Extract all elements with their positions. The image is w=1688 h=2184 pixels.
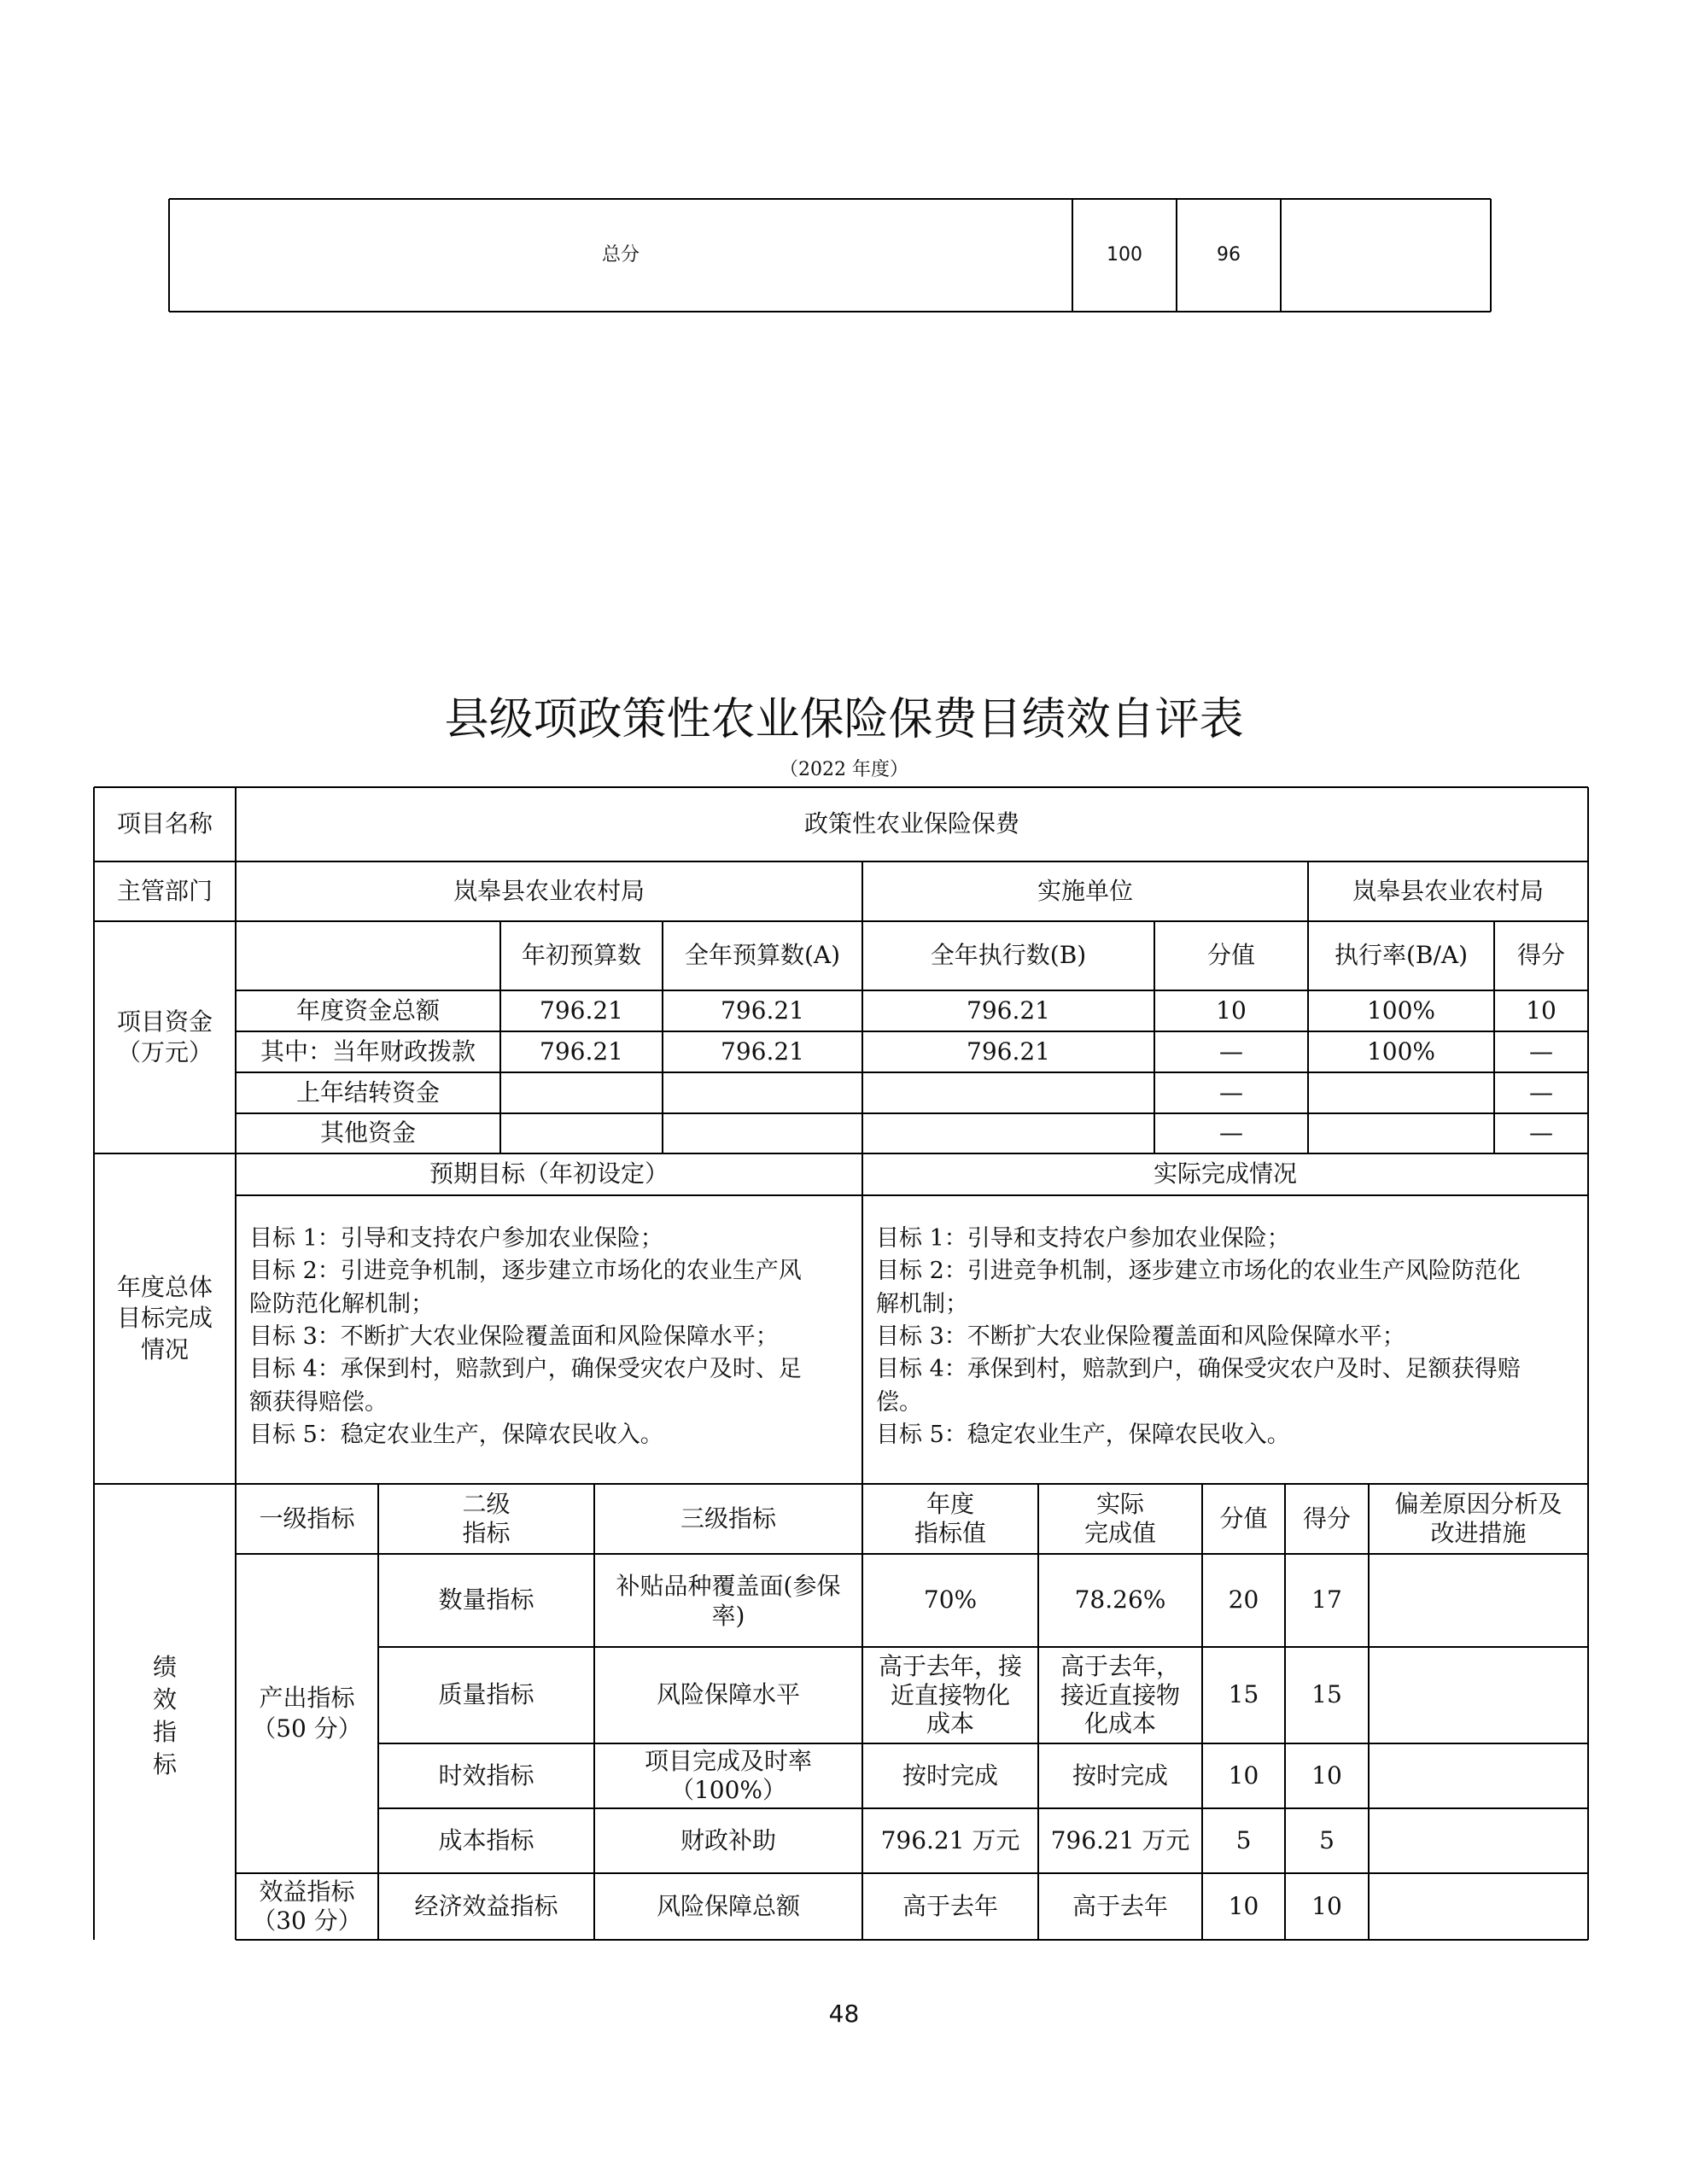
target-value: 70% [923,1585,978,1615]
funds-row-name: 年度资金总额 [295,996,440,1025]
full-score: 10 [1228,1761,1259,1790]
funds-cell: 10 [1216,996,1247,1025]
funds-header: 得分 [1516,941,1565,970]
dept-value: 岚皋县农业农村局 [453,876,645,905]
funds-cell: — [1529,1077,1553,1107]
total-score: 96 [1217,243,1241,266]
goal-line: 目标 3：不断扩大农业保险覆盖面和风险保障水平； [876,1323,1405,1350]
actual-value: 796.21 万元 [1050,1825,1190,1854]
funds-cell: — [1529,1118,1553,1147]
goal-line: 目标 1：引导和支持农户参加农业保险； [249,1225,663,1252]
output-indicator-label: 产出指标 （50 分） [252,1683,362,1743]
goal-line: 偿。 [876,1388,922,1416]
project-name-label: 项目名称 [116,809,213,838]
goal-line: 目标 3：不断扩大农业保险覆盖面和风险保障水平； [249,1323,779,1350]
target-value: 高于去年 [902,1891,998,1920]
funds-cell: — [1219,1118,1243,1147]
expected-goals-header: 预期目标（年初设定） [429,1159,669,1188]
funds-row-name: 其他资金 [319,1118,416,1147]
level2-indicator: 经济效益指标 [414,1891,558,1920]
indicator-header: 得分 [1302,1504,1351,1533]
indicator-header: 年度 指标值 [914,1490,986,1547]
deviation-note [1369,1554,1588,1647]
full-score: 20 [1228,1585,1259,1615]
funds-cell: 796.21 [540,996,623,1025]
funds-row-name: 上年结转资金 [295,1077,440,1107]
page-title: 县级项政策性农业保险保费目绩效自评表 [444,694,1244,745]
level3-indicator: 补贴品种覆盖面(参保 率) [616,1571,841,1630]
actual-value: 高于去年， 接近直接物 化成本 [1060,1652,1180,1738]
actual-value: 高于去年 [1072,1891,1168,1920]
funds-cell: 796.21 [967,1037,1050,1066]
impl-value: 岚皋县农业农村局 [1352,876,1544,905]
score: 17 [1311,1585,1342,1615]
indicator-header: 三级指标 [680,1504,776,1533]
target-value: 高于去年，接 近直接物化 成本 [878,1652,1022,1738]
level3-indicator: 风险保障水平 [656,1680,800,1709]
level2-indicator: 时效指标 [438,1761,534,1790]
funds-cell [663,1113,862,1153]
level3-indicator: 项目完成及时率 （100%） [644,1747,812,1804]
funds-cell: 796.21 [540,1037,623,1066]
total-full-score: 100 [1107,243,1142,266]
indicator-header: 二级 指标 [462,1490,511,1547]
goals-label: 年度总体 目标完成 情况 [116,1272,213,1364]
actual-goals-header: 实际完成情况 [1153,1159,1297,1188]
goal-line: 解机制； [876,1290,968,1317]
goal-line: 目标 4：承保到村，赔款到户，确保受灾农户及时、足 [249,1356,802,1383]
target-value: 按时完成 [902,1761,998,1790]
indicator-header: 实际 完成值 [1083,1490,1156,1547]
impl-label: 实施单位 [1037,876,1133,905]
score: 5 [1319,1825,1335,1854]
funds-cell [1308,1072,1494,1113]
page-number: 48 [828,2000,860,2028]
funds-cell: — [1219,1077,1243,1107]
funds-cell [500,1072,663,1113]
actual-value: 78.26% [1074,1585,1166,1615]
indicator-header: 偏差原因分析及 改进措施 [1394,1490,1562,1547]
funds-cell [862,1113,1154,1153]
goal-line: 额获得赔偿。 [249,1388,388,1416]
total-remark [1281,199,1491,312]
score: 10 [1311,1891,1342,1920]
score: 15 [1311,1680,1342,1709]
level3-indicator: 风险保障总额 [656,1891,800,1920]
funds-label: 项目资金 （万元） [116,1007,213,1066]
funds-header: 年初预算数 [521,941,641,970]
funds-header: 执行率(B/A) [1334,941,1469,970]
indicator-header: 一级指标 [259,1504,355,1533]
goal-line: 目标 5：稳定农业生产，保障农民收入。 [249,1421,663,1448]
year-subtitle: （2022 年度） [780,759,908,780]
benefit-indicator-label: 效益指标 （30 分） [252,1877,362,1935]
level3-indicator: 财政补助 [680,1825,776,1854]
funds-cell: — [1529,1037,1553,1066]
funds-header: 分值 [1206,941,1255,970]
funds-cell [1308,1113,1494,1153]
total-score-label: 总分 [601,243,640,266]
full-score: 5 [1235,1825,1252,1854]
funds-cell: 10 [1526,996,1557,1025]
indicator-header: 分值 [1219,1504,1268,1533]
deviation-note [1369,1808,1588,1873]
funds-cell: — [1219,1037,1243,1066]
level2-indicator: 数量指标 [438,1585,534,1615]
level2-indicator: 成本指标 [438,1825,534,1854]
expected-goals-text [249,1223,856,1451]
actual-goals-text [876,1223,1585,1451]
funds-cell: 100% [1366,1037,1436,1066]
actual-value: 按时完成 [1072,1761,1168,1790]
funds-header: 全年预算数(A) [684,941,841,970]
deviation-note [1369,1743,1588,1808]
funds-header: 全年执行数(B) [930,941,1087,970]
funds-cell [663,1072,862,1113]
goal-line: 险防范化解机制； [249,1290,434,1317]
full-score: 10 [1228,1891,1259,1920]
goal-line: 目标 4：承保到村，赔款到户，确保受灾农户及时、足额获得赔 [876,1356,1521,1383]
goal-line: 目标 2：引进竞争机制，逐步建立市场化的农业生产风险防范化 [876,1258,1521,1285]
funds-cell: 796.21 [721,996,804,1025]
funds-cell: 796.21 [721,1037,804,1066]
funds-cell: 796.21 [967,996,1050,1025]
full-score: 15 [1228,1680,1259,1709]
goal-line: 目标 5：稳定农业生产，保障农民收入。 [876,1421,1290,1448]
project-name: 政策性农业保险保费 [803,809,1019,838]
score: 10 [1311,1761,1342,1790]
dept-label: 主管部门 [116,876,213,905]
funds-row-name: 其中：当年财政拨款 [260,1037,476,1066]
level2-indicator: 质量指标 [438,1680,534,1709]
funds-cell: 100% [1366,996,1436,1025]
deviation-note [1369,1873,1588,1940]
target-value: 796.21 万元 [880,1825,1020,1854]
indicators-label: 绩 效 指 标 [152,1653,177,1778]
funds-cell [862,1072,1154,1113]
goal-line: 目标 2：引进竞争机制，逐步建立市场化的农业生产风 [249,1258,802,1285]
funds-cell [500,1113,663,1153]
goal-line: 目标 1：引导和支持农户参加农业保险； [876,1225,1290,1252]
deviation-note [1369,1647,1588,1743]
